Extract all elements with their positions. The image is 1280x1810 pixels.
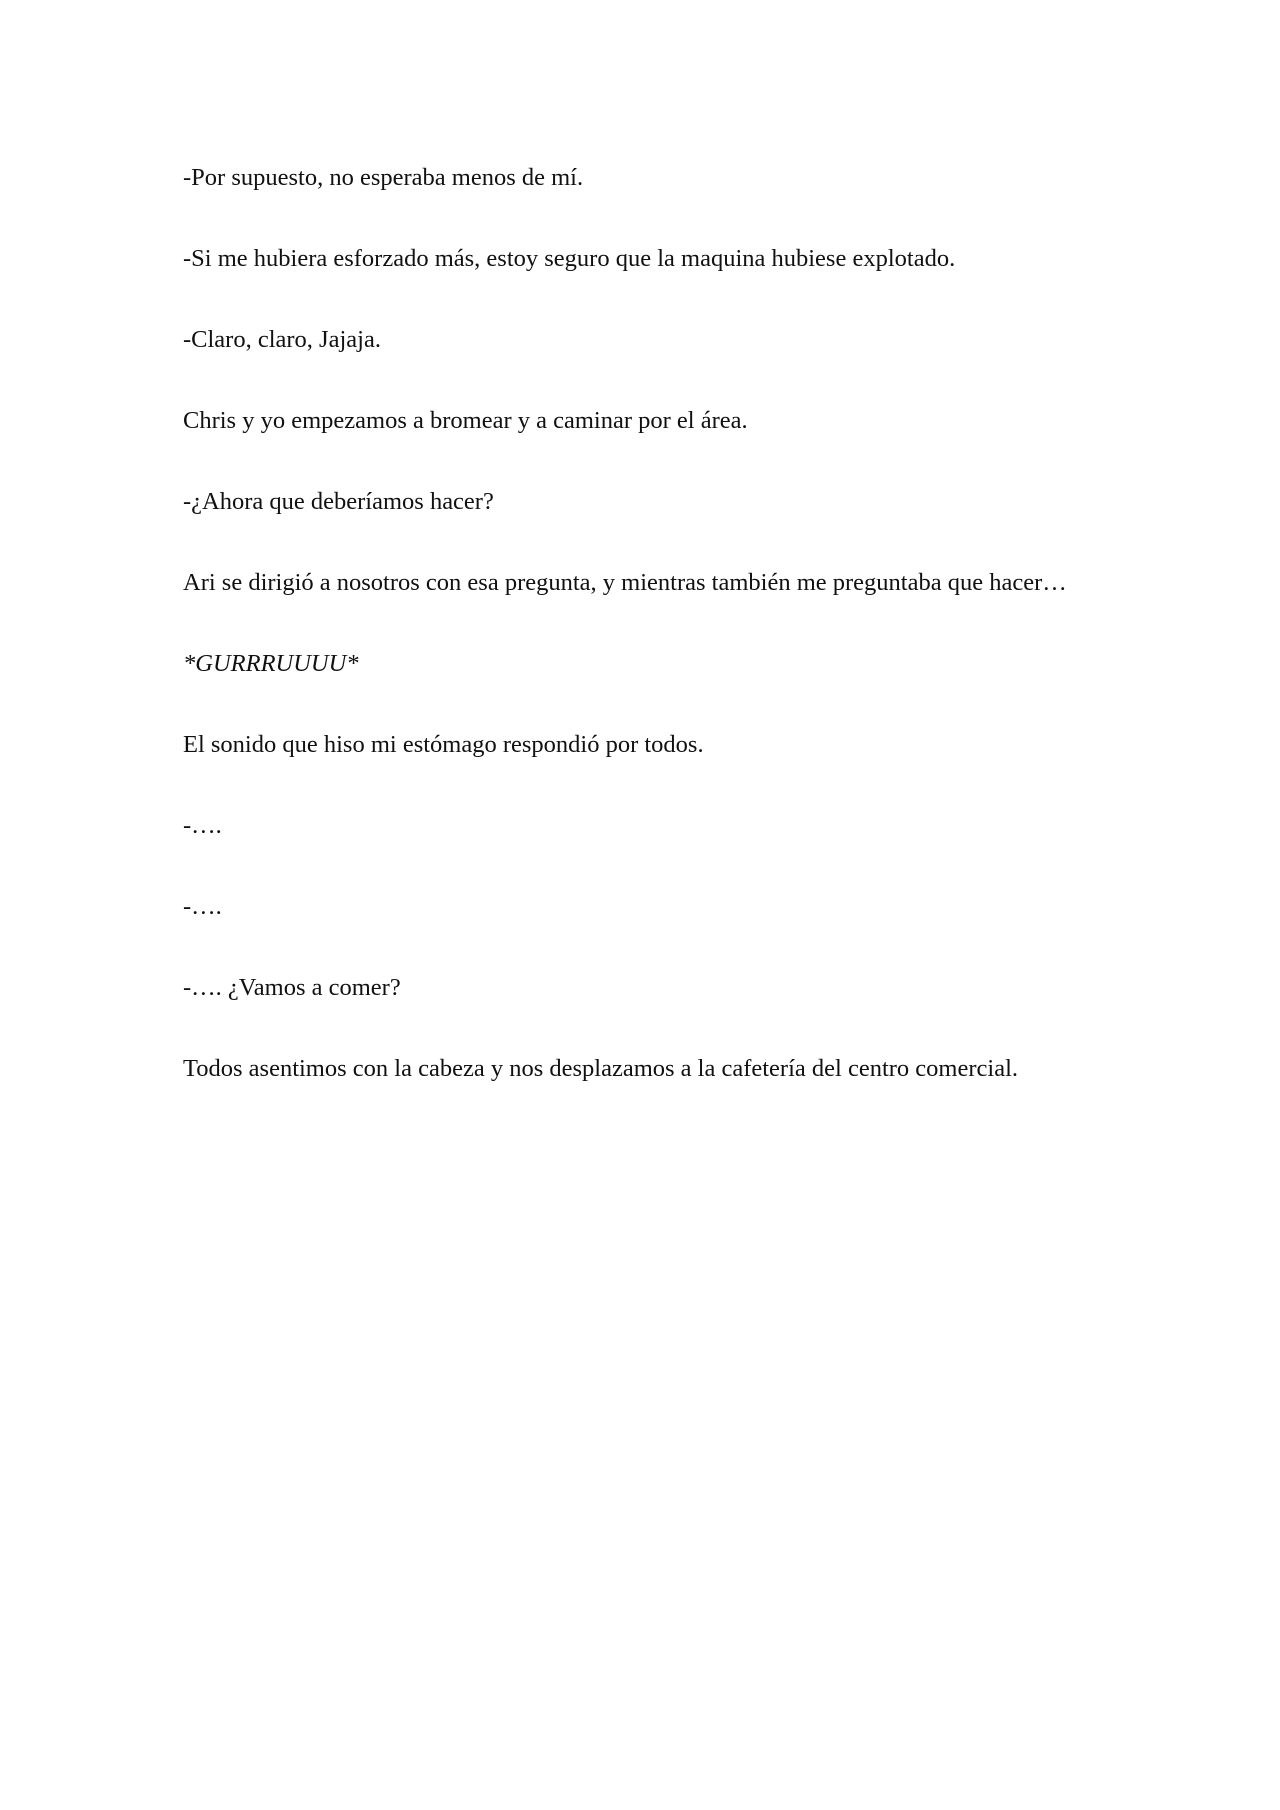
paragraph-12: Todos asentimos con la cabeza y nos desplazamos a la cafetería del centro comercial. — [183, 1055, 1018, 1082]
paragraph-7: *GURRRUUUU* — [183, 650, 359, 677]
paragraph-8: El sonido que hiso mi estómago respondió por todos. — [183, 731, 704, 758]
paragraph-9: -…. — [183, 812, 222, 839]
body-text — [183, 148, 1098, 1120]
paragraph-1: -Por supuesto, no esperaba menos de mí. — [183, 164, 584, 191]
paragraph-4: Chris y yo empezamos a bromear y a caminar por el área. — [183, 407, 748, 434]
paragraph-6: Ari se dirigió a nosotros con esa pregunta, y mientras también me preguntaba que hacer… — [183, 569, 1067, 596]
paragraph-11: -…. ¿Vamos a comer? — [183, 974, 401, 1001]
paragraph-5: -¿Ahora que deberíamos hacer? — [183, 488, 494, 515]
paragraph-2: -Si me hubiera esforzado más, estoy seguro que la maquina hubiese explotado. — [183, 245, 956, 272]
paragraph-3: -Claro, claro, Jajaja. — [183, 326, 381, 353]
paragraph-10: -…. — [183, 893, 222, 920]
